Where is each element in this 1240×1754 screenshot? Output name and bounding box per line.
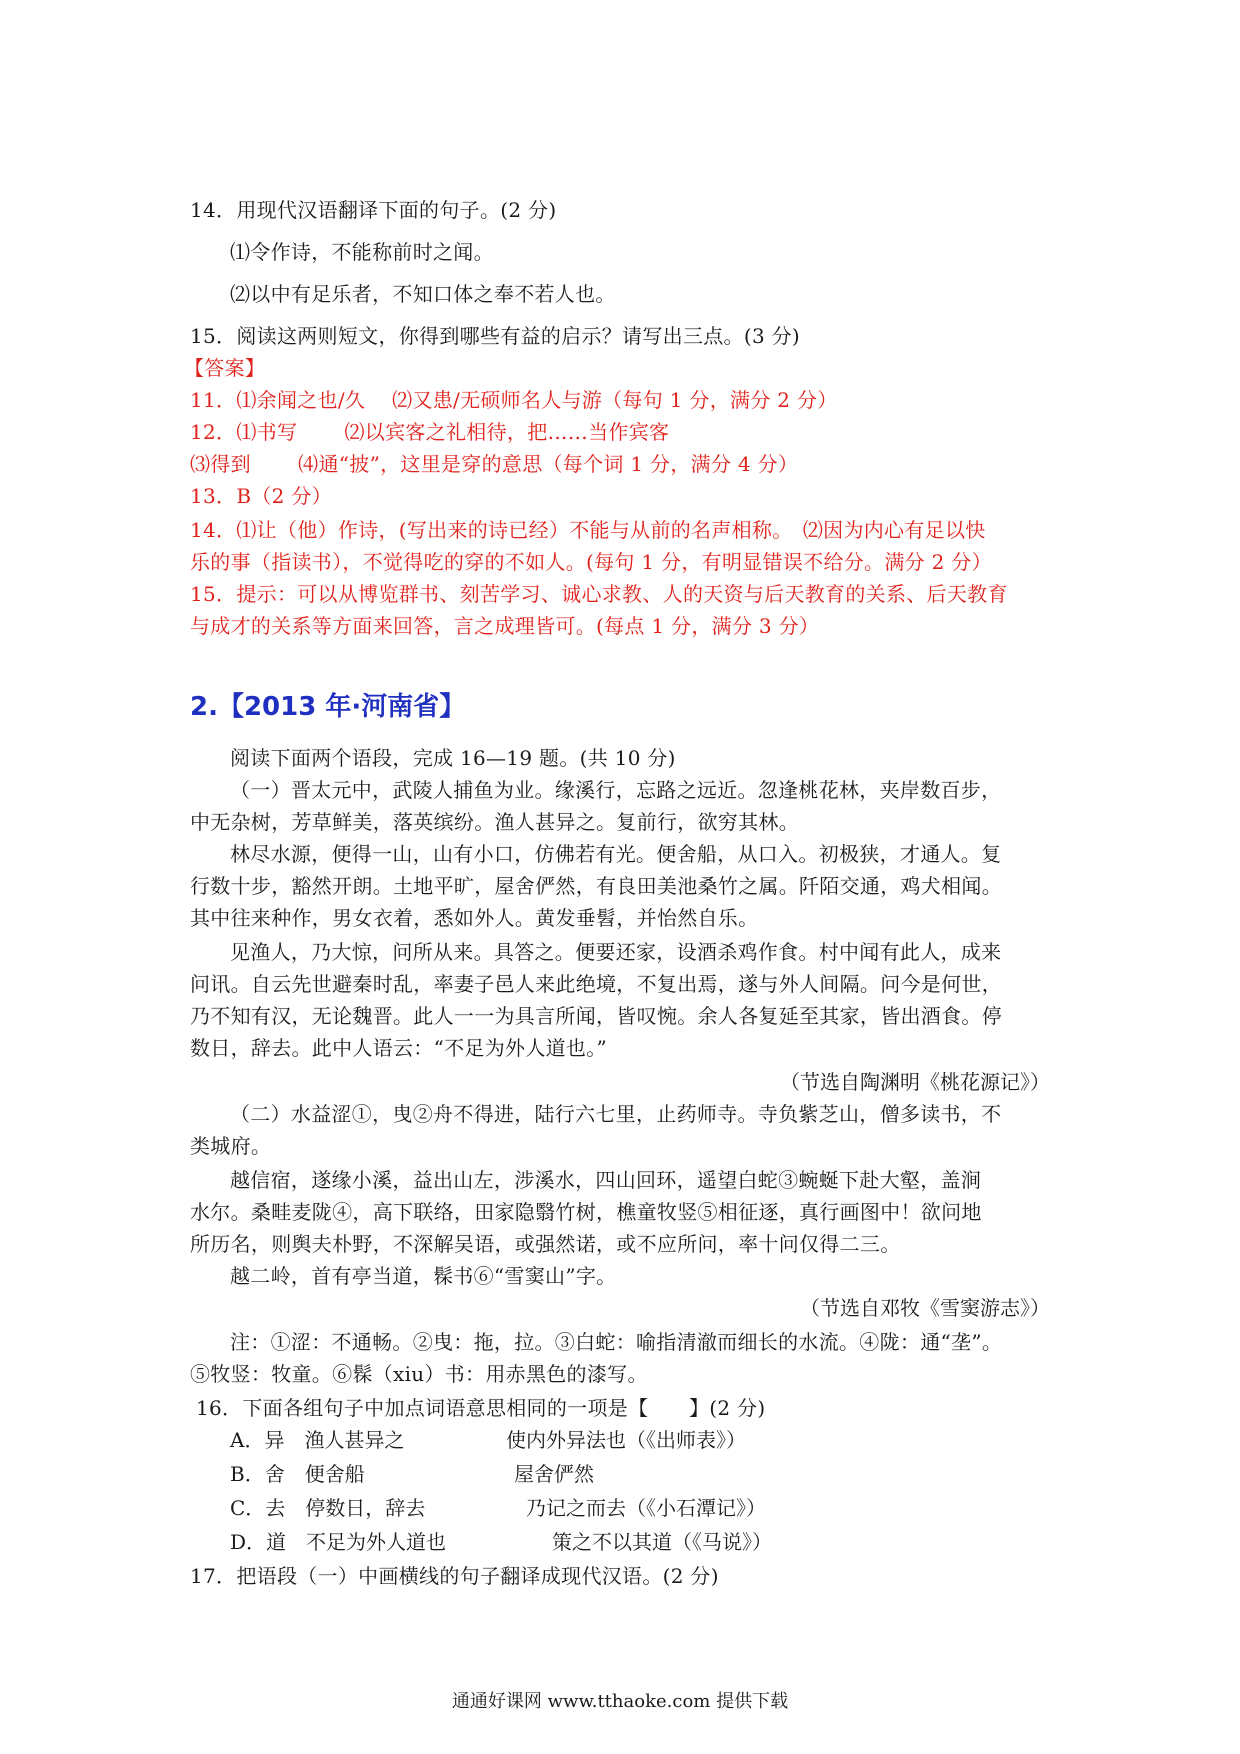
option-a-right: 使内外异法也（《出师表》） [506,1428,746,1452]
note-line-2: ⑤牧竖：牧童。⑥髹（xiu）书：用赤黑色的漆写。 [190,1362,648,1386]
option-c-left: C．去 停数日，辞去 [230,1496,426,1520]
passage-6-line-1: 越二岭，首有亭当道，髹书⑥“雪窦山”字。 [230,1264,617,1288]
option-d-left: D．道 不足为外人道也 [230,1530,447,1554]
question-14-item-2: ⑵以中有足乐者，不知口体之奉不若人也。 [230,282,616,306]
section-intro: 阅读下面两个语段，完成 16—19 题。(共 10 分) [230,746,676,770]
answer-14-line-2: 乐的事（指读书），不觉得吃的穿的不如人。(每句 1 分，有明显错误不给分。满分 2 分） [190,550,992,574]
passage-3-line-1: 见渔人，乃大惊，问所从来。具答之。便要还家，设酒杀鸡作食。村中闻有此人，成来 [230,940,1002,964]
option-b-left: B．舍 便舍船 [230,1462,365,1486]
section-heading: 2.【2013 年·河南省】 [190,692,466,722]
answer-title: 【答案】 [184,356,266,380]
option-c-right: 乃记之而去（《小石潭记》） [526,1496,766,1520]
passage-2-source: （节选自邓牧《雪窦游志》） [800,1296,1050,1320]
option-a-left: A．异 渔人甚异之 [230,1428,405,1452]
question-16: 16．下面各组句子中加点词语意思相同的一项是【 】(2 分) [196,1396,766,1420]
question-15: 15．阅读这两则短文，你得到哪些有益的启示？请写出三点。(3 分) [190,324,801,348]
passage-5-line-2: 水尔。桑畦麦陇④，高下联络，田家隐翳竹树，樵童牧竖⑤相征逐，真行画图中！欲问地 [190,1200,982,1224]
answer-15-line-1: 15．提示：可以从博览群书、刻苦学习、诚心求教、人的天资与后天教育的关系、后天教育 [190,582,1008,606]
passage-2-line-1: 林尽水源，便得一山，山有小口，仿佛若有光。便舍船，从口入。初极狭，才通人。复 [230,842,1002,866]
passage-1-line-1: （一）晋太元中，武陵人捕鱼为业。缘溪行，忘路之远近。忽逢桃花林，夹岸数百步， [230,778,1002,802]
question-14: 14．用现代汉语翻译下面的句子。(2 分) [190,198,557,222]
answer-12: 12．⑴书写 ⑵以宾客之礼相待，把……当作宾客 [190,420,670,444]
passage-5-line-3: 所历名，则舆夫朴野，不深解吴语，或强然诺，或不应所问，率十问仅得二三。 [190,1232,901,1256]
passage-4-line-2: 类城府。 [190,1134,272,1158]
passage-5-line-1: 越信宿，遂缘小溪，益出山左，涉溪水，四山回环，遥望白蛇③蜿蜒下赴大壑，盖涧 [230,1168,982,1192]
passage-3-line-3: 乃不知有汉，无论魏晋。此人一一为具言所闻，皆叹惋。余人各复延至其家，皆出酒食。停 [190,1004,1002,1028]
passage-2-line-2: 行数十步，豁然开朗。土地平旷，屋舍俨然，有良田美池桑竹之属。阡陌交通，鸡犬相闻。 [190,874,1002,898]
passage-1-line-2: 中无杂树，芳草鲜美，落英缤纷。渔人甚异之。复前行，欲穷其林。 [190,810,799,834]
question-17: 17．把语段（一）中画横线的句子翻译成现代汉语。(2 分) [190,1564,719,1588]
passage-3-line-4: 数日，辞去。此中人语云：“不足为外人道也。” [190,1036,608,1060]
note-line-1: 注：①涩：不通畅。②曳：拖，拉。③白蛇：喻指清澈而细长的水流。④陇：通“垄”。 [230,1330,1003,1354]
answer-14-line-1: 14．⑴让（他）作诗，(写出来的诗已经）不能与从前的名声相称。 ⑵因为内心有足以快 [190,518,986,542]
answer-13: 13．B（2 分） [190,484,332,508]
answer-15-line-2: 与成才的关系等方面来回答，言之成理皆可。(每点 1 分，满分 3 分） [190,614,820,638]
question-14-item-1: ⑴令作诗，不能称前时之闻。 [230,240,494,264]
passage-4-line-1: （二）水益涩①，曳②舟不得进，陆行六七里，止药师寺。寺负紫芝山，僧多读书，不 [230,1102,1002,1126]
answer-12-cont: ⑶得到 ⑷通“披”，这里是穿的意思（每个词 1 分，满分 4 分） [190,452,799,476]
passage-1-source: （节选自陶渊明《桃花源记》） [780,1070,1050,1094]
option-b-right: 屋舍俨然 [514,1462,594,1486]
option-d-right: 策之不以其道（《马说》） [552,1530,772,1554]
passage-3-line-2: 问讯。自云先世避秦时乱，率妻子邑人来此绝境，不复出焉，遂与外人间隔。问今是何世， [190,972,1002,996]
page-footer: 通通好课网 www.tthaoke.com 提供下载 [451,1691,789,1712]
answer-11: 11．⑴余闻之也/久 ⑵又患/无硕师名人与游（每句 1 分，满分 2 分） [190,388,838,412]
passage-2-line-3: 其中往来种作，男女衣着，悉如外人。黄发垂髫，并怡然自乐。 [190,906,759,930]
